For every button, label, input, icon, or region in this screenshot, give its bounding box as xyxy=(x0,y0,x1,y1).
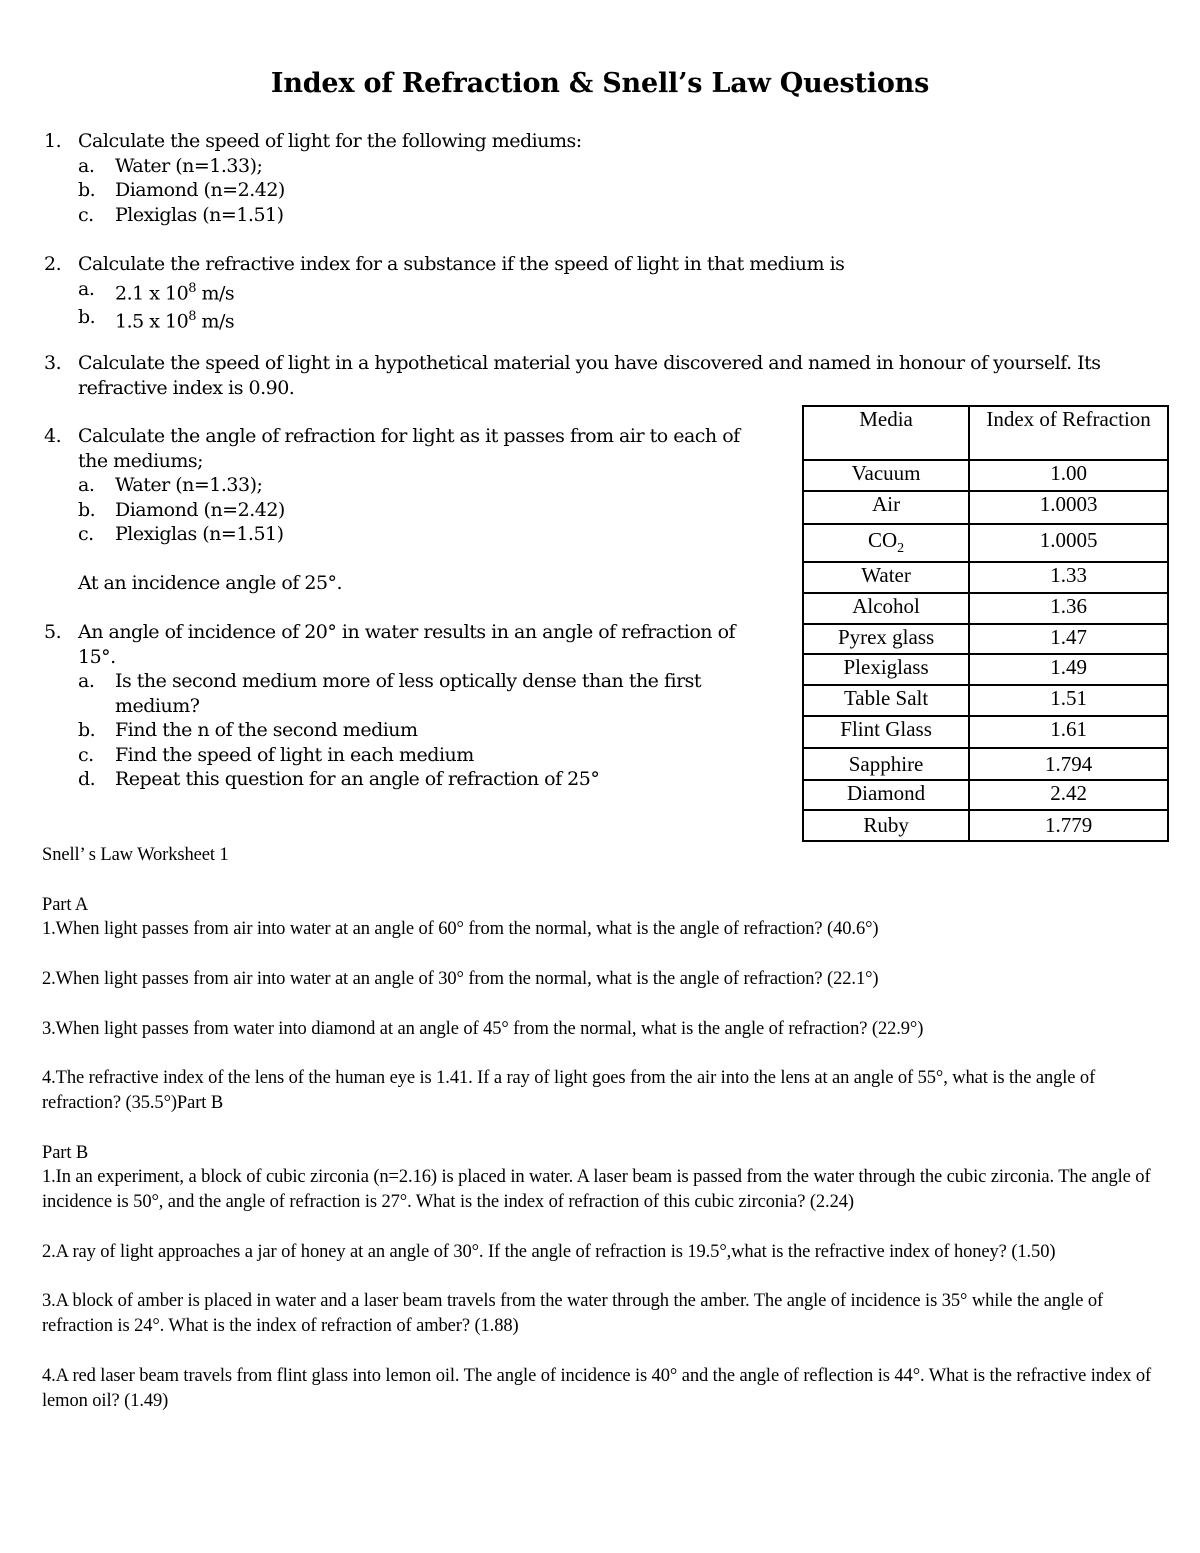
list-item: 1.In an experiment, a block of cubic zirconia (n=2.16) is placed in water. A laser beam is passed from the water through the cubic zirconia. The angle of incidence is 50°, and the angle of refraction is 27°. What is the index of refraction of this cubic zirconia? (2.24) xyxy=(42,1167,1151,1213)
list-item: b. Diamond (n=2.42) xyxy=(78,179,285,201)
question-text: Calculate the angle of refraction for light as it passes from air to each of the mediums; xyxy=(78,425,740,472)
list-item: c. Plexiglas (n=1.51) xyxy=(78,203,284,226)
list-item: d. Repeat this question for an angle of refraction of 25° xyxy=(78,768,600,790)
question-2 xyxy=(44,252,1164,334)
question-number: 5. xyxy=(44,621,62,643)
question-number: 2. xyxy=(44,253,62,275)
question-4 xyxy=(44,424,774,596)
question-note: At an incidence angle of 25°. xyxy=(78,572,343,594)
list-item: 3.A block of amber is placed in water and a laser beam travels from the water through the amber. The angle of incidence is 35° while the angle of refraction is 24°. What is the index of refraction of amber? (1.88) xyxy=(42,1291,1104,1337)
part-a-label: Part A xyxy=(42,894,89,915)
table-row: Water 1.33 xyxy=(803,562,1168,593)
page-title: Index of Refraction & Snell’s Law Questions xyxy=(270,68,930,99)
worksheet-title: Snell’ s Law Worksheet 1 xyxy=(42,845,229,865)
question-text: Calculate the refractive index for a substance if the speed of light in that medium is xyxy=(78,253,845,275)
list-item: c. Plexiglas (n=1.51) xyxy=(78,523,284,545)
question-3 xyxy=(44,351,1154,400)
question-number: 3. xyxy=(44,352,62,374)
table-row: Air 1.0003 xyxy=(803,491,1168,524)
list-item: 2.When light passes from air into water at an angle of 30° from the normal, what is the angle of refraction? (22.1°) xyxy=(42,968,879,989)
column-header: Index of Refraction xyxy=(969,406,1168,460)
table-row: $CO_2$ 1.0005 xyxy=(803,524,1168,562)
list-item: 3.When light passes from water into diamond at an angle of 45° from the normal, what is the angle of refraction? (22.9°) xyxy=(42,1018,924,1039)
table-row: Table Salt 1.51 xyxy=(803,685,1168,716)
table-row: Diamond 2.42 xyxy=(803,780,1168,810)
table-row: Vacuum 1.00 xyxy=(803,460,1168,491)
question-5 xyxy=(44,620,774,792)
question-number: 4. xyxy=(44,425,62,447)
refraction-table xyxy=(802,405,1169,842)
question-text: Calculate the speed of light for the following mediums: xyxy=(78,130,582,152)
table-row: Alcohol 1.36 xyxy=(803,593,1168,624)
list-item: a. Water (n=1.33); xyxy=(78,154,263,177)
list-item: a. 2.1 x $10^8$ m/s xyxy=(78,277,235,304)
list-item: b. Find the n of the second medium xyxy=(78,719,418,741)
table-row: Plexiglass 1.49 xyxy=(803,654,1168,685)
list-item: a. Is the second medium more of less optically dense than the first medium? xyxy=(78,670,702,717)
question-text: An angle of incidence of 20° in water results in an angle of refraction of 15°. xyxy=(78,621,736,668)
list-item: 2.A ray of light approaches a jar of honey at an angle of 30°. If the angle of refraction is 19.5°,what is the refractive index of honey? (1.50) xyxy=(42,1241,1056,1262)
list-item: c. Find the speed of light in each medium xyxy=(78,743,474,766)
table-row: Flint Glass 1.61 xyxy=(803,716,1168,748)
list-item: b. 1.5 x $10^8$ m/s xyxy=(78,306,235,333)
list-item: a. Water (n=1.33); xyxy=(78,474,263,496)
question-1 xyxy=(44,129,1164,227)
list-item: 1.When light passes from air into water at an angle of 60° from the normal, what is the angle of refraction? (40.6°) xyxy=(42,919,879,940)
list-item: 4.The refractive index of the lens of the human eye is 1.41. If a ray of light goes from the air into the lens at an angle of 55°, what is the angle of refraction? (35.5°)Part B xyxy=(42,1068,1096,1113)
worksheet xyxy=(42,843,1162,1413)
part-b-label: Part B xyxy=(42,1142,89,1163)
column-header: Media xyxy=(803,406,969,460)
question-number: 1. xyxy=(44,130,62,152)
table-row: Ruby 1.779 xyxy=(803,810,1168,841)
question-text: Calculate the speed of light in a hypothetical material you have discovered and named in honour of yourself. Its refractive index is 0.90. xyxy=(78,352,1101,399)
list-item: 4.A red laser beam travels from flint glass into lemon oil. The angle of incidence is 40° and the angle of reflection is 44°. What is the refractive index of lemon oil? (1.49) xyxy=(42,1365,1152,1411)
list-item: b. Diamond (n=2.42) xyxy=(78,498,285,521)
table-row: Sapphire 1.794 xyxy=(803,748,1168,780)
table-header-row xyxy=(803,406,1168,460)
table-row: Pyrex glass 1.47 xyxy=(803,624,1168,654)
